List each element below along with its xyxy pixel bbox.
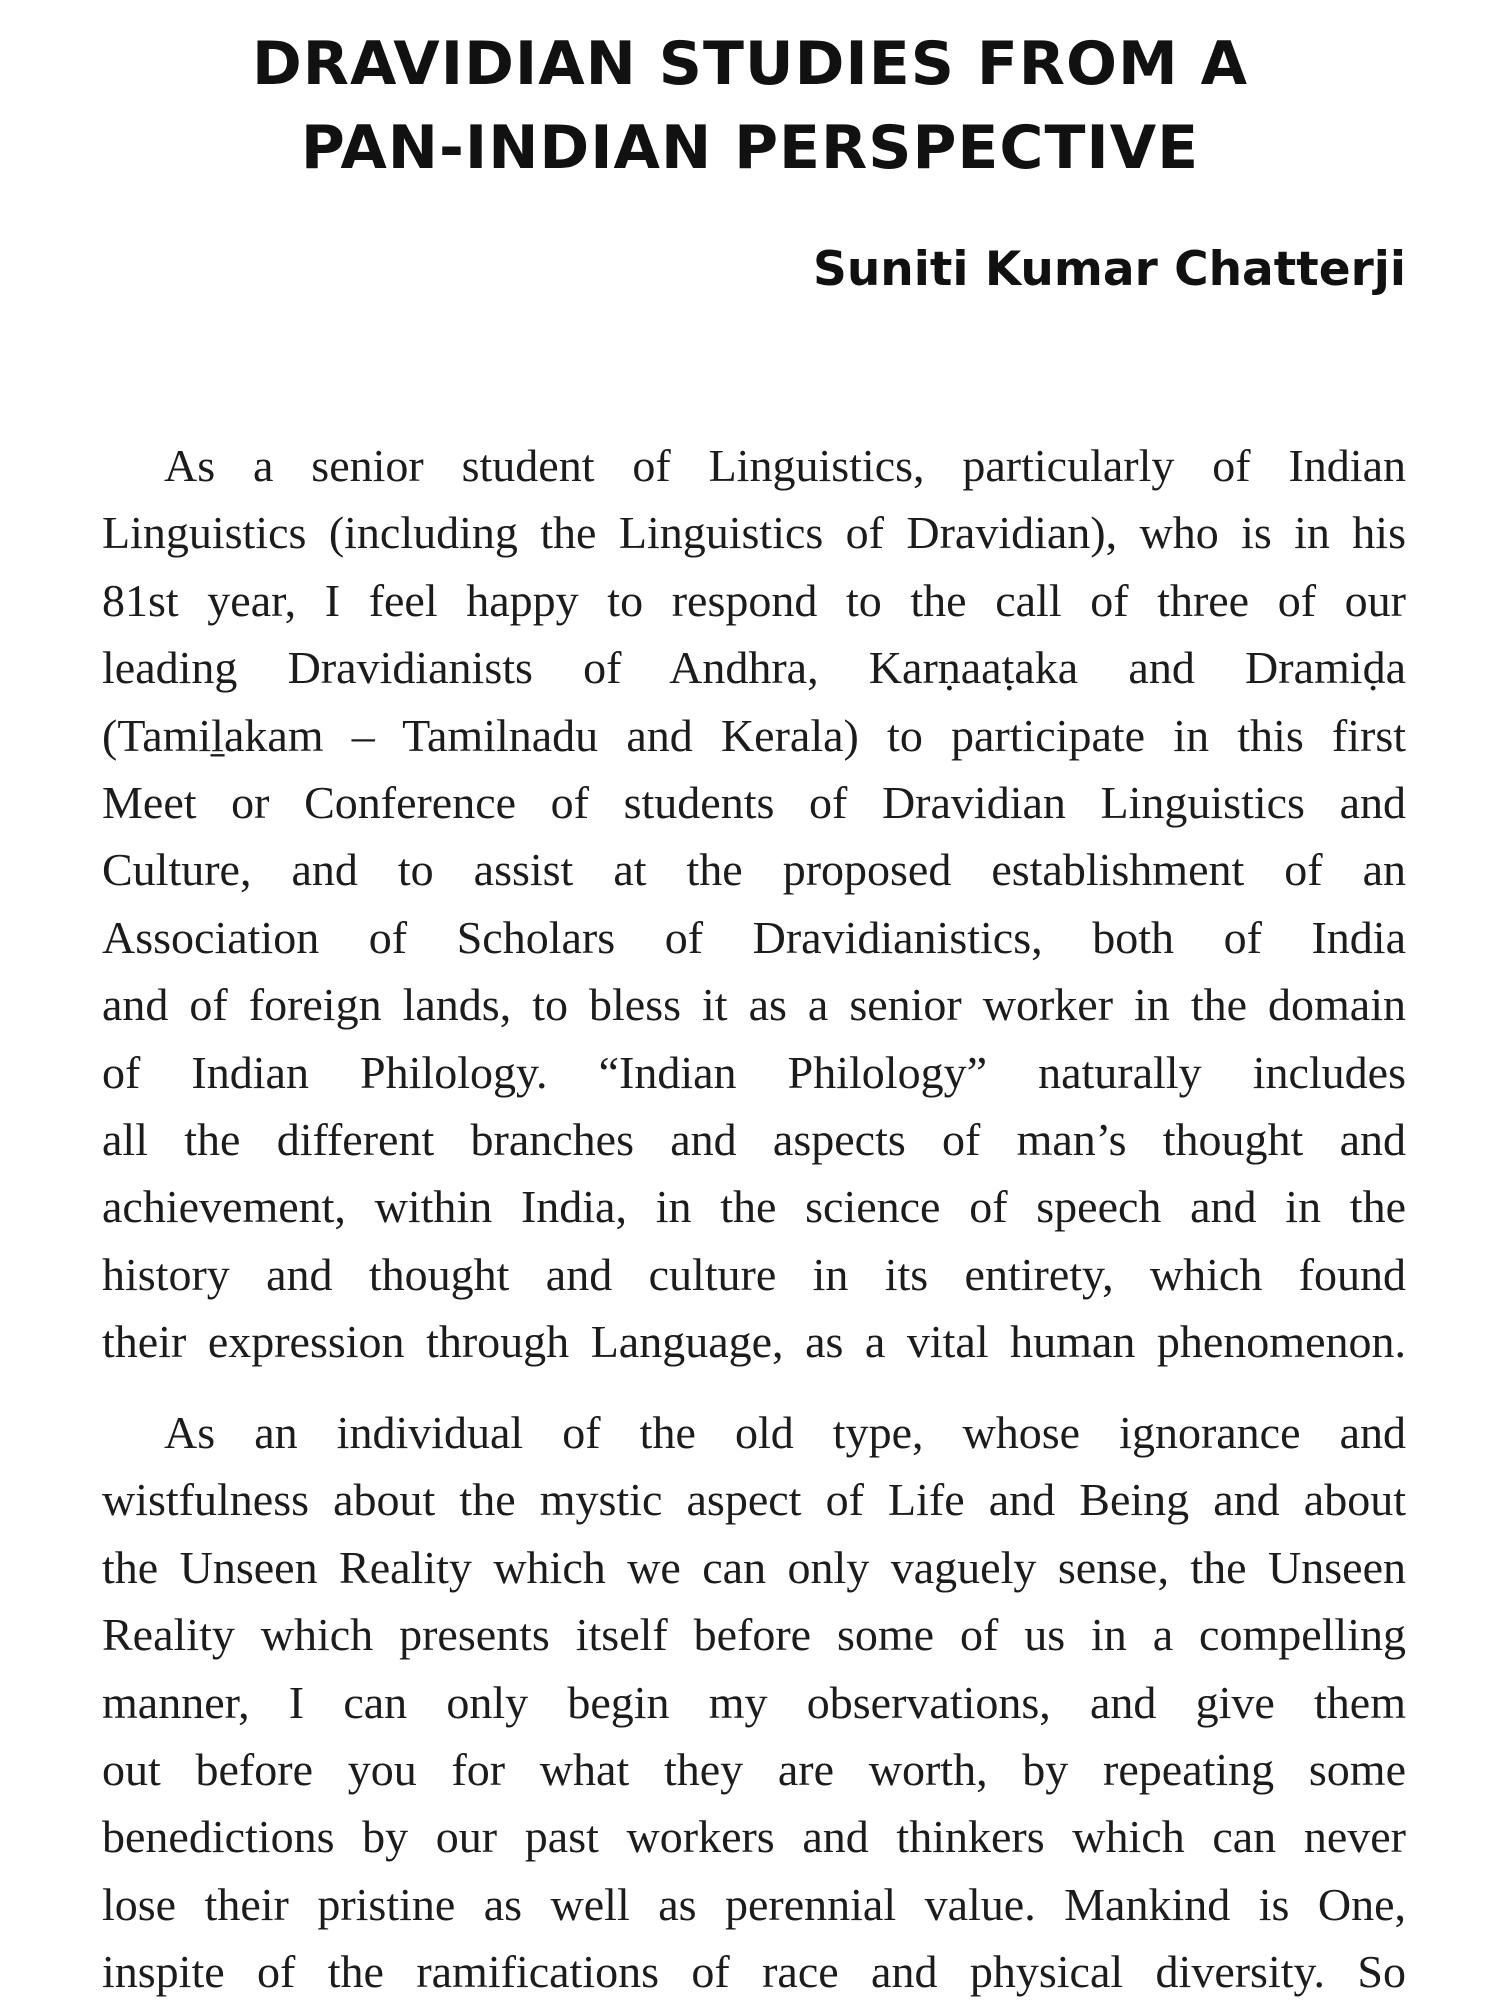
text-line: all the different branches and aspects of man’s thought and — [102, 1113, 1406, 1165]
text-line: and of foreign lands, to bless it as a senior worker in the domain — [102, 979, 1406, 1031]
title-line-2: PAN-INDIAN PERSPECTIVE — [300, 113, 1200, 183]
text-line: out before you for what they are worth, by repeating some — [102, 1743, 1406, 1795]
text-line: Association of Scholars of Dravidianistics, both of India — [102, 911, 1406, 963]
text-line: achievement, within India, in the science of speech and in the — [102, 1181, 1406, 1233]
text-line: Linguistics (including the Linguistics of Dravidian), who is in his — [102, 507, 1406, 559]
text-line: history and thought and culture in its entirety, which found — [102, 1248, 1406, 1300]
text-line: 81st year, I feel happy to respond to the call of three of our — [102, 574, 1406, 626]
text-line: wistfulness about the mystic aspect of Life and Being and about — [102, 1474, 1406, 1526]
text-line: of Indian Philology. “Indian Philology” naturally includes — [102, 1046, 1406, 1098]
text-line: manner, I can only begin my observations, and give them — [102, 1676, 1406, 1728]
text-line: Reality which presents itself before some of us in a compelling — [102, 1609, 1406, 1661]
text-line: leading Dravidianists of Andhra, Karṇaaṭaka and Dramiḍa — [102, 642, 1406, 694]
text-line: Culture, and to assist at the proposed establishment of an — [102, 844, 1406, 896]
text-line: benedictions by our past workers and thinkers which can never — [102, 1811, 1406, 1863]
title-line-1: DRAVIDIAN STUDIES FROM A — [251, 29, 1249, 99]
author-name: Suniti Kumar Chatterji — [813, 242, 1406, 297]
text-line: As a senior student of Linguistics, particularly of Indian — [164, 440, 1406, 491]
text-line: Meet or Conference of students of Dravidian Linguistics and — [102, 776, 1406, 828]
text-line: the Unseen Reality which we can only vaguely sense, the Unseen — [102, 1541, 1406, 1593]
paragraph-2 — [102, 1399, 1406, 2006]
text-line: (Tamiḻakam – Tamilnadu and Kerala) to participate in this first — [102, 709, 1406, 761]
text-line: inspite of the ramifications of race and physical diversity. So — [102, 1946, 1406, 1998]
text-line: As an individual of the old type, whose ignorance and — [164, 1407, 1406, 1458]
paragraph-1 — [102, 432, 1406, 1375]
text-line: their expression through Language, as a vital human phenomenon. — [102, 1316, 1406, 1368]
text-line: lose their pristine as well as perennial value. Mankind is One, — [102, 1878, 1406, 1930]
